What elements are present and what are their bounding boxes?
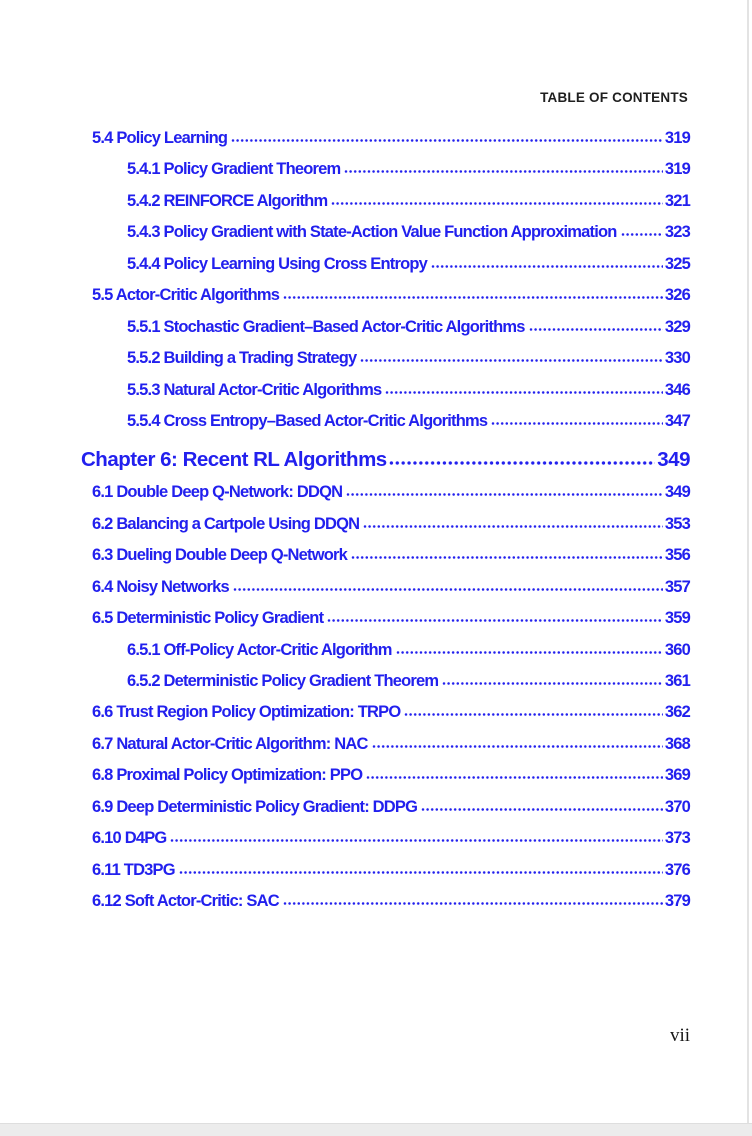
toc-entry-label: 6.11 TD3PG bbox=[92, 860, 175, 879]
toc-entry-page: 356 bbox=[664, 546, 690, 565]
toc-entry[interactable] bbox=[127, 635, 690, 666]
toc-entry[interactable] bbox=[92, 760, 690, 791]
toc-entry-page: 321 bbox=[664, 191, 690, 210]
toc-entry-page: 357 bbox=[664, 577, 690, 596]
dot-leader bbox=[421, 807, 663, 812]
toc-entry-page: 369 bbox=[664, 766, 690, 785]
toc-entry-label: 5.5 Actor-Critic Algorithms bbox=[92, 286, 280, 305]
toc-entry-label: 5.5.3 Natural Actor-Critic Algorithms bbox=[127, 380, 382, 399]
toc-entry[interactable] bbox=[127, 154, 690, 185]
dot-leader bbox=[351, 555, 663, 560]
toc-entry[interactable] bbox=[127, 249, 690, 280]
dot-leader bbox=[372, 744, 663, 749]
toc-entry-page: 326 bbox=[664, 286, 690, 305]
toc-entry-label: 6.10 D4PG bbox=[92, 829, 167, 848]
toc-entry[interactable] bbox=[127, 186, 690, 217]
toc-entry-page: 370 bbox=[664, 797, 690, 816]
running-header: TABLE OF CONTENTS bbox=[540, 90, 688, 105]
toc-entry-page: 323 bbox=[664, 223, 690, 242]
toc-entry-label: 6.5 Deterministic Policy Gradient bbox=[92, 609, 324, 628]
dot-leader bbox=[385, 390, 663, 395]
dot-leader bbox=[621, 232, 663, 237]
toc-entry-label: 5.4.3 Policy Gradient with State-Action Value Function Approximation bbox=[127, 223, 617, 242]
toc-entry-label: 5.5.4 Cross Entropy–Based Actor-Critic Algorithms bbox=[127, 411, 488, 430]
toc-entry[interactable] bbox=[127, 343, 690, 374]
toc-entry-label: 5.4.1 Policy Gradient Theorem bbox=[127, 160, 341, 179]
dot-leader bbox=[360, 358, 662, 363]
toc-entry-label: 6.12 Soft Actor-Critic: SAC bbox=[92, 892, 279, 911]
toc-entry[interactable] bbox=[92, 509, 690, 540]
dot-leader bbox=[431, 264, 663, 269]
toc-entry-page: 349 bbox=[664, 483, 690, 502]
dot-leader bbox=[283, 295, 663, 300]
dot-leader bbox=[233, 587, 663, 592]
toc-entry-label: 6.8 Proximal Policy Optimization: PPO bbox=[92, 766, 363, 785]
toc-entry-label: 6.6 Trust Region Policy Optimization: TRPO bbox=[92, 703, 401, 722]
dot-leader bbox=[346, 492, 663, 497]
toc-entry[interactable] bbox=[127, 217, 690, 248]
toc-entry[interactable] bbox=[92, 886, 690, 917]
dot-leader bbox=[363, 524, 663, 529]
dot-leader bbox=[231, 138, 663, 143]
toc-entry-label: 6.7 Natural Actor-Critic Algorithm: NAC bbox=[92, 734, 368, 753]
toc-entry-label: 6.5.1 Off-Policy Actor-Critic Algorithm bbox=[127, 640, 392, 659]
toc-entry-page: 347 bbox=[664, 411, 690, 430]
toc-entry[interactable] bbox=[92, 792, 690, 823]
toc-entry-page: 330 bbox=[664, 349, 690, 368]
toc-entry-page: 373 bbox=[664, 829, 690, 848]
toc-entry[interactable] bbox=[127, 375, 690, 406]
dot-leader bbox=[170, 838, 662, 843]
toc-entry-page: 376 bbox=[664, 860, 690, 879]
toc-entry[interactable] bbox=[92, 477, 690, 508]
toc-entry-page: 319 bbox=[664, 160, 690, 179]
dot-leader bbox=[396, 650, 663, 655]
dot-leader bbox=[331, 201, 663, 206]
dot-leader bbox=[327, 618, 663, 623]
dot-leader bbox=[529, 327, 663, 332]
toc-entry-label: 6.4 Noisy Networks bbox=[92, 577, 229, 596]
toc-entry[interactable] bbox=[127, 406, 690, 437]
toc-entry-page: 360 bbox=[664, 640, 690, 659]
toc-entry-label: 6.1 Double Deep Q-Network: DDQN bbox=[92, 483, 343, 502]
toc-entry-label: 5.4.2 REINFORCE Algorithm bbox=[127, 191, 328, 210]
toc-entry-label: 6.3 Dueling Double Deep Q-Network bbox=[92, 546, 348, 565]
dot-leader bbox=[404, 712, 663, 717]
toc-entry[interactable] bbox=[92, 123, 690, 154]
toc-entry-label: 6.2 Balancing a Cartpole Using DDQN bbox=[92, 514, 360, 533]
page-right-edge bbox=[747, 0, 749, 1123]
toc-entry-page: 368 bbox=[664, 734, 690, 753]
toc-entry[interactable] bbox=[127, 312, 690, 343]
toc-entry-page: 359 bbox=[664, 609, 690, 628]
toc-entry-page: 349 bbox=[657, 448, 690, 472]
dot-leader bbox=[344, 169, 662, 174]
toc-entry-page: 353 bbox=[664, 514, 690, 533]
toc-entry-page: 329 bbox=[664, 317, 690, 336]
toc-entry[interactable] bbox=[92, 823, 690, 854]
toc-entry-page: 379 bbox=[664, 892, 690, 911]
page-number-folio: vii bbox=[669, 1025, 690, 1046]
dot-leader bbox=[179, 870, 663, 875]
toc-entry-label: Chapter 6: Recent RL Algorithms bbox=[81, 448, 387, 472]
toc-entry-page: 319 bbox=[664, 129, 690, 147]
dot-leader bbox=[283, 901, 663, 906]
viewer-bottom-bar bbox=[0, 1123, 752, 1136]
toc-entry-label: 5.5.1 Stochastic Gradient–Based Actor-Critic Algorithms bbox=[127, 317, 525, 336]
toc-entry[interactable] bbox=[92, 572, 690, 603]
toc-entry[interactable] bbox=[92, 540, 690, 571]
dot-leader bbox=[366, 775, 663, 780]
dot-leader bbox=[491, 421, 663, 426]
toc-entry[interactable] bbox=[92, 697, 690, 728]
toc-entry-label: 5.4 Policy Learning bbox=[92, 129, 228, 147]
toc-entry[interactable] bbox=[92, 603, 690, 634]
dot-leader bbox=[389, 460, 656, 466]
toc-entry-label: 6.5.2 Deterministic Policy Gradient Theorem bbox=[127, 672, 439, 690]
toc-entry[interactable] bbox=[92, 729, 690, 760]
toc-entry-label: 6.9 Deep Deterministic Policy Gradient: DDPG bbox=[92, 797, 418, 816]
toc-entry[interactable] bbox=[92, 855, 690, 886]
toc-entry-page: 362 bbox=[664, 703, 690, 722]
table-of-contents bbox=[0, 123, 690, 918]
toc-entry-page: 361 bbox=[664, 672, 690, 690]
toc-entry-page: 346 bbox=[664, 380, 690, 399]
toc-entry[interactable] bbox=[127, 666, 690, 697]
toc-entry[interactable] bbox=[92, 280, 690, 311]
toc-entry[interactable] bbox=[81, 437, 690, 477]
toc-entry-label: 5.4.4 Policy Learning Using Cross Entropy bbox=[127, 254, 428, 273]
toc-entry-page: 325 bbox=[664, 254, 690, 273]
toc-entry-label: 5.5.2 Building a Trading Strategy bbox=[127, 349, 357, 368]
dot-leader bbox=[442, 681, 663, 686]
